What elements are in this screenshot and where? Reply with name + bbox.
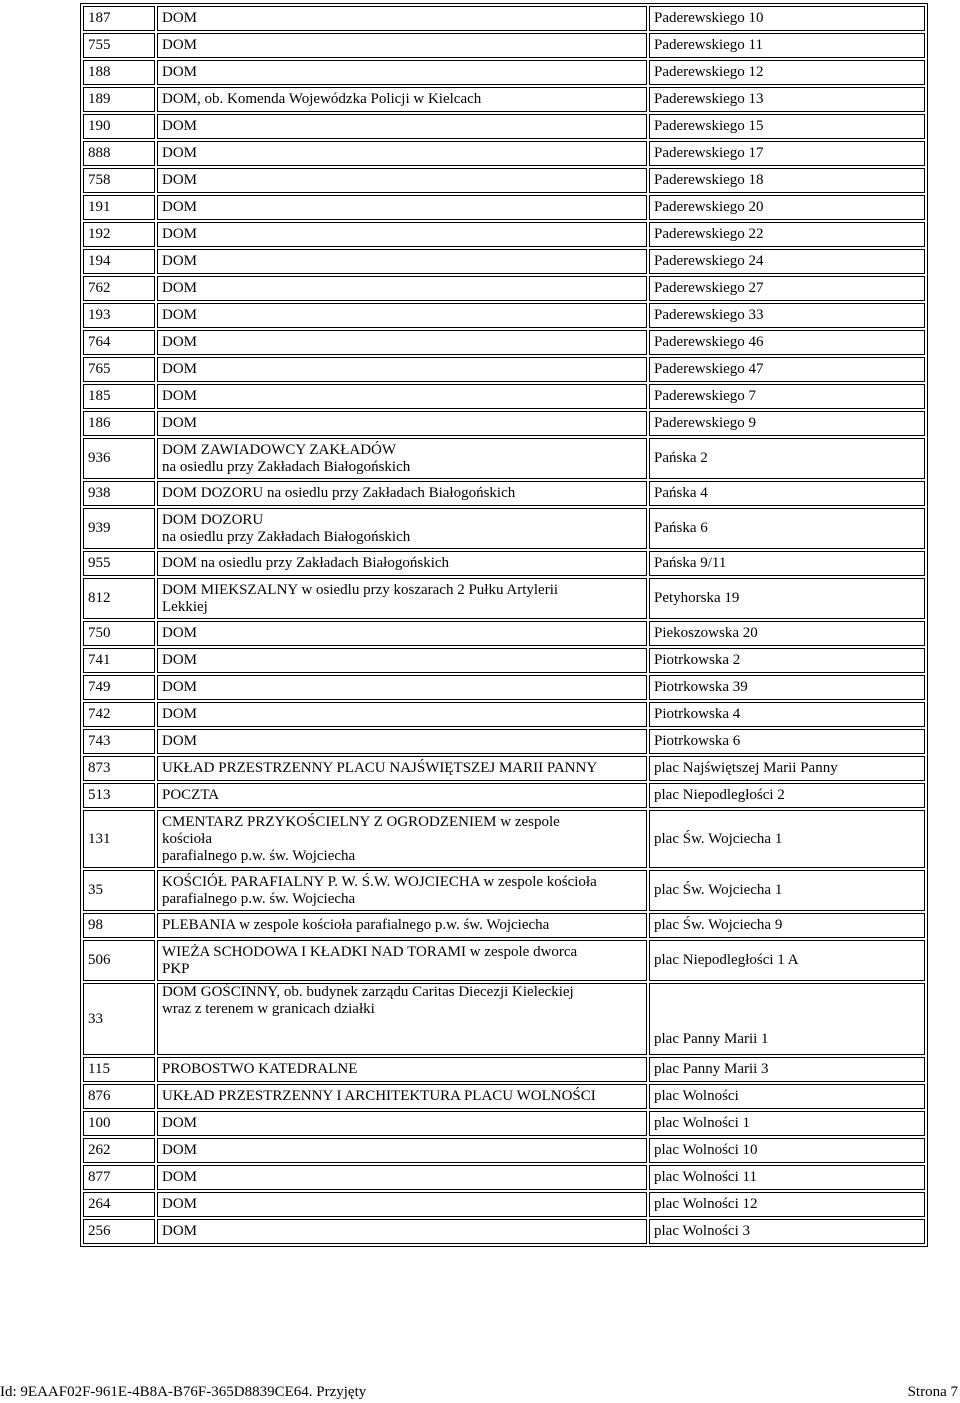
row-id-cell: 749: [83, 675, 155, 700]
row-name-cell: DOM: [157, 222, 647, 247]
row-name-cell: DOM: [157, 357, 647, 382]
table-row: [83, 357, 925, 382]
table-row: [83, 675, 925, 700]
registry-table-body: [83, 6, 925, 1244]
row-address-cell: plac Panny Marii 3: [649, 1057, 925, 1082]
row-name-cell: DOM MIEKSZALNY w osiedlu przy koszarach 2 Pułku Artylerii Lekkiej: [157, 578, 647, 619]
row-id-cell: 764: [83, 330, 155, 355]
table-row: [83, 983, 925, 1055]
row-id-cell: 955: [83, 551, 155, 576]
row-address-cell: Paderewskiego 10: [649, 6, 925, 31]
table-row: [83, 1084, 925, 1109]
row-address-cell: Paderewskiego 47: [649, 357, 925, 382]
row-name-cell: DOM: [157, 648, 647, 673]
row-address-cell: Paderewskiego 7: [649, 384, 925, 409]
table-row: [83, 168, 925, 193]
row-id-cell: 888: [83, 141, 155, 166]
table-row: [83, 621, 925, 646]
row-address-cell: Pańska 6: [649, 508, 925, 549]
row-id-cell: 100: [83, 1111, 155, 1136]
row-name-cell: POCZTA: [157, 783, 647, 808]
row-address-cell: Paderewskiego 33: [649, 303, 925, 328]
row-address-cell: Paderewskiego 12: [649, 60, 925, 85]
row-address-cell: Paderewskiego 27: [649, 276, 925, 301]
row-id-cell: 191: [83, 195, 155, 220]
row-address-cell: Paderewskiego 24: [649, 249, 925, 274]
table-row: [83, 1111, 925, 1136]
row-name-cell: DOM DOZORU na osiedlu przy Zakładach Białogońskich: [157, 508, 647, 549]
row-address-cell: plac Wolności: [649, 1084, 925, 1109]
row-id-cell: 877: [83, 1165, 155, 1190]
row-address-cell: Piotrkowska 4: [649, 702, 925, 727]
row-id-cell: 743: [83, 729, 155, 754]
row-id-cell: 765: [83, 357, 155, 382]
row-name-cell: DOM: [157, 1138, 647, 1163]
table-row: [83, 810, 925, 868]
row-address-cell: Pańska 4: [649, 481, 925, 506]
row-name-cell: DOM: [157, 384, 647, 409]
table-row: [83, 438, 925, 479]
row-address-cell: Piotrkowska 39: [649, 675, 925, 700]
row-id-cell: 187: [83, 6, 155, 31]
row-id-cell: 936: [83, 438, 155, 479]
row-id-cell: 750: [83, 621, 155, 646]
row-address-cell: plac Wolności 12: [649, 1192, 925, 1217]
table-row: [83, 481, 925, 506]
document-id: Id: 9EAAF02F-961E-4B8A-B76F-365D8839CE64. Przyjęty: [0, 1384, 367, 1400]
table-row: [83, 729, 925, 754]
table-row: [83, 1138, 925, 1163]
row-id-cell: 98: [83, 913, 155, 938]
table-row: [83, 384, 925, 409]
row-address-cell: plac Niepodległości 2: [649, 783, 925, 808]
table-row: [83, 1192, 925, 1217]
row-name-cell: DOM: [157, 411, 647, 436]
row-name-cell: DOM: [157, 114, 647, 139]
row-id-cell: 741: [83, 648, 155, 673]
row-name-cell: UKŁAD PRZESTRZENNY PLACU NAJŚWIĘTSZEJ MARII PANNY: [157, 756, 647, 781]
table-row: [83, 702, 925, 727]
table-row: [83, 1057, 925, 1082]
row-id-cell: 193: [83, 303, 155, 328]
row-address-cell: Paderewskiego 17: [649, 141, 925, 166]
row-address-cell: Paderewskiego 46: [649, 330, 925, 355]
row-address-cell: plac Panny Marii 1: [649, 983, 925, 1055]
row-id-cell: 262: [83, 1138, 155, 1163]
row-address-cell: Piotrkowska 2: [649, 648, 925, 673]
row-id-cell: 742: [83, 702, 155, 727]
row-name-cell: DOM: [157, 33, 647, 58]
row-id-cell: 256: [83, 1219, 155, 1244]
row-address-cell: Petyhorska 19: [649, 578, 925, 619]
row-id-cell: 35: [83, 870, 155, 911]
row-address-cell: plac Św. Wojciecha 1: [649, 810, 925, 868]
row-address-cell: plac Św. Wojciecha 1: [649, 870, 925, 911]
row-id-cell: 33: [83, 983, 155, 1055]
row-id-cell: 812: [83, 578, 155, 619]
row-address-cell: Piekoszowska 20: [649, 621, 925, 646]
monument-registry-table: [80, 3, 928, 1247]
row-name-cell: DOM: [157, 195, 647, 220]
row-id-cell: 939: [83, 508, 155, 549]
row-name-cell: DOM: [157, 1219, 647, 1244]
row-name-cell: DOM: [157, 675, 647, 700]
table-row: [83, 578, 925, 619]
row-name-cell: DOM: [157, 330, 647, 355]
row-address-cell: Paderewskiego 9: [649, 411, 925, 436]
row-id-cell: 506: [83, 940, 155, 981]
table-row: [83, 249, 925, 274]
row-name-cell: DOM: [157, 729, 647, 754]
table-row: [83, 195, 925, 220]
row-name-cell: DOM: [157, 303, 647, 328]
table-row: [83, 87, 925, 112]
row-address-cell: Paderewskiego 22: [649, 222, 925, 247]
row-address-cell: Pańska 9/11: [649, 551, 925, 576]
row-name-cell: DOM GOŚCINNY, ob. budynek zarządu Caritas Diecezji Kieleckiej wraz z terenem w granicach działki: [157, 983, 647, 1055]
row-id-cell: 938: [83, 481, 155, 506]
row-id-cell: 194: [83, 249, 155, 274]
row-name-cell: DOM: [157, 1165, 647, 1190]
row-name-cell: DOM: [157, 702, 647, 727]
table-row: [83, 141, 925, 166]
row-name-cell: DOM DOZORU na osiedlu przy Zakładach Białogońskich: [157, 481, 647, 506]
table-row: [83, 33, 925, 58]
row-address-cell: plac Św. Wojciecha 9: [649, 913, 925, 938]
table-row: [83, 330, 925, 355]
table-row: [83, 551, 925, 576]
row-name-cell: DOM: [157, 1111, 647, 1136]
row-name-cell: DOM na osiedlu przy Zakładach Białogońskich: [157, 551, 647, 576]
row-address-cell: Pańska 2: [649, 438, 925, 479]
row-id-cell: 873: [83, 756, 155, 781]
row-id-cell: 190: [83, 114, 155, 139]
row-name-cell: UKŁAD PRZESTRZENNY I ARCHITEKTURA PLACU WOLNOŚCI: [157, 1084, 647, 1109]
row-address-cell: Paderewskiego 15: [649, 114, 925, 139]
table-row: [83, 114, 925, 139]
row-name-cell: DOM: [157, 6, 647, 31]
row-name-cell: DOM: [157, 621, 647, 646]
row-id-cell: 192: [83, 222, 155, 247]
table-row: [83, 1219, 925, 1244]
row-id-cell: 762: [83, 276, 155, 301]
page-number: Strona 7: [907, 1384, 958, 1400]
table-row: [83, 411, 925, 436]
row-name-cell: PLEBANIA w zespole kościoła parafialnego p.w. św. Wojciecha: [157, 913, 647, 938]
row-name-cell: DOM ZAWIADOWCY ZAKŁADÓW na osiedlu przy Zakładach Białogońskich: [157, 438, 647, 479]
row-address-cell: Paderewskiego 13: [649, 87, 925, 112]
row-address-cell: plac Wolności 10: [649, 1138, 925, 1163]
row-address-cell: plac Wolności 11: [649, 1165, 925, 1190]
row-id-cell: 115: [83, 1057, 155, 1082]
row-address-cell: plac Niepodległości 1 A: [649, 940, 925, 981]
row-id-cell: 264: [83, 1192, 155, 1217]
row-name-cell: CMENTARZ PRZYKOŚCIELNY Z OGRODZENIEM w zespole kościoła parafialnego p.w. św. Wojciecha: [157, 810, 647, 868]
table-row: [83, 913, 925, 938]
row-id-cell: 513: [83, 783, 155, 808]
table-row: [83, 303, 925, 328]
row-name-cell: DOM, ob. Komenda Wojewódzka Policji w Kielcach: [157, 87, 647, 112]
table-row: [83, 756, 925, 781]
row-address-cell: Piotrkowska 6: [649, 729, 925, 754]
table-row: [83, 648, 925, 673]
table-row: [83, 1165, 925, 1190]
table-row: [83, 940, 925, 981]
row-name-cell: DOM: [157, 249, 647, 274]
row-address-cell: Paderewskiego 18: [649, 168, 925, 193]
row-address-cell: plac Wolności 3: [649, 1219, 925, 1244]
row-name-cell: DOM: [157, 276, 647, 301]
row-id-cell: 758: [83, 168, 155, 193]
row-address-cell: plac Najświętszej Marii Panny: [649, 756, 925, 781]
row-address-cell: Paderewskiego 20: [649, 195, 925, 220]
table-row: [83, 870, 925, 911]
table-row: [83, 783, 925, 808]
table-row: [83, 276, 925, 301]
table-row: [83, 222, 925, 247]
row-id-cell: 186: [83, 411, 155, 436]
row-id-cell: 185: [83, 384, 155, 409]
table-row: [83, 60, 925, 85]
row-id-cell: 189: [83, 87, 155, 112]
row-id-cell: 755: [83, 33, 155, 58]
row-name-cell: KOŚCIÓŁ PARAFIALNY P. W. Ś.W. WOJCIECHA w zespole kościoła parafialnego p.w. św. Wojciecha: [157, 870, 647, 911]
row-name-cell: DOM: [157, 141, 647, 166]
row-name-cell: DOM: [157, 60, 647, 85]
row-address-cell: Paderewskiego 11: [649, 33, 925, 58]
row-name-cell: DOM: [157, 168, 647, 193]
row-id-cell: 876: [83, 1084, 155, 1109]
row-id-cell: 131: [83, 810, 155, 868]
table-row: [83, 6, 925, 31]
row-name-cell: WIEŻA SCHODOWA I KŁADKI NAD TORAMI w zespole dworca PKP: [157, 940, 647, 981]
table-row: [83, 508, 925, 549]
row-name-cell: PROBOSTWO KATEDRALNE: [157, 1057, 647, 1082]
row-id-cell: 188: [83, 60, 155, 85]
row-address-cell: plac Wolności 1: [649, 1111, 925, 1136]
row-name-cell: DOM: [157, 1192, 647, 1217]
